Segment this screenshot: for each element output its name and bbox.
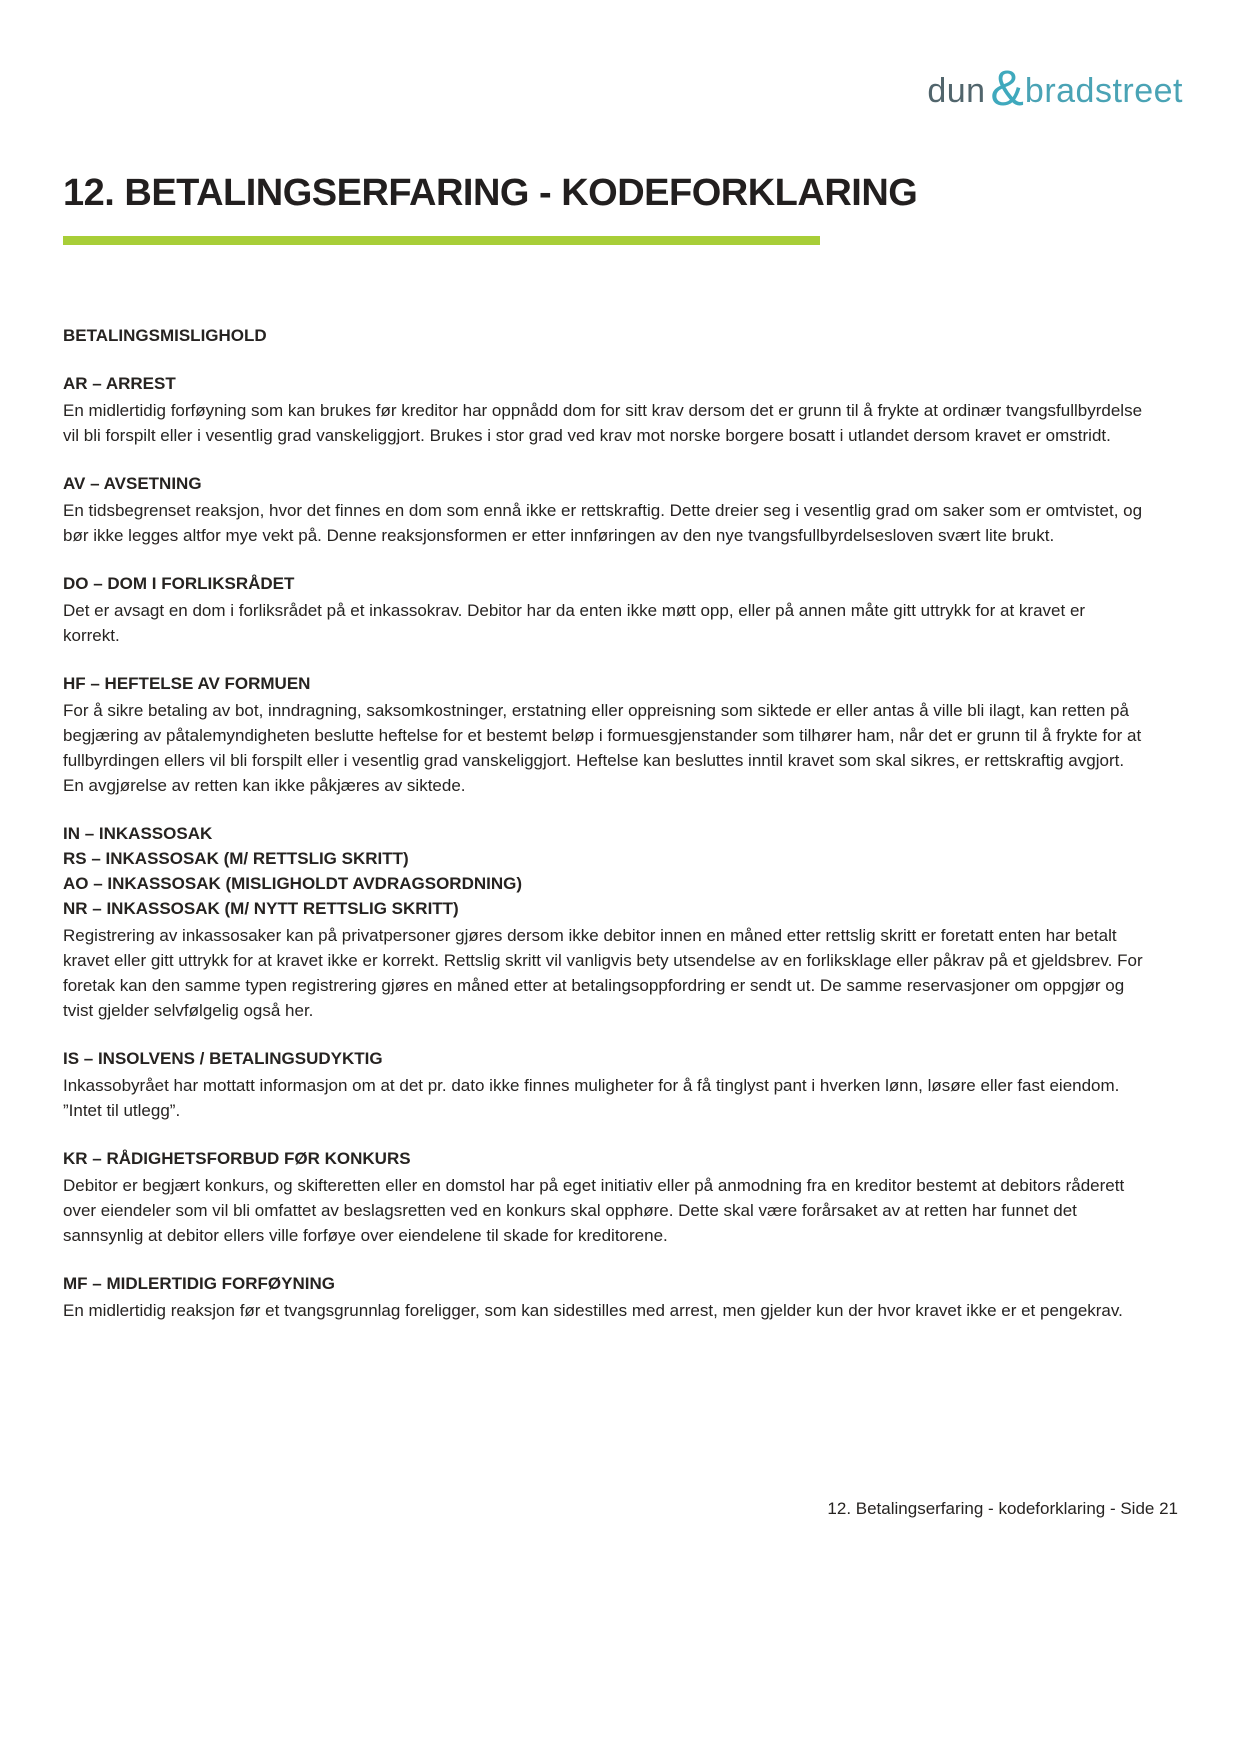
section-body: En midlertidig reaksjon før et tvangsgrunnlag foreligger, som kan sidestilles med arrest, men gjelder kun der hvor kravet ikke er et pengekrav. — [63, 1301, 1123, 1320]
section-body: En midlertidig forføyning som kan brukes før kreditor har oppnådd dom for sitt krav dersom det er grunn til å frykte at ordinær tvangsfullbyrdelse vil bli forspilt eller i vesentlig grad vanskeliggjort. Brukes i stor grad ved krav mot norske borgere bosatt i utlandet dersom kravet er omstridt. — [63, 401, 1143, 445]
section-body: Det er avsagt en dom i forliksrådet på et inkassokrav. Debitor har da enten ikke møtt opp, eller på annen måte gitt uttrykk for at kravet er korrekt. — [63, 601, 1086, 645]
logo-ampersand-icon: & — [990, 60, 1024, 116]
code-section — [63, 1146, 1180, 1248]
section-heading: NR – INKASSOSAK (M/ NYTT RETTSLIG SKRITT) — [63, 899, 459, 918]
section-heading: AR – ARREST — [63, 374, 176, 393]
code-section — [63, 471, 1180, 548]
title-accent-bar — [63, 236, 820, 245]
section-heading: IS – INSOLVENS / BETALINGSUDYKTIG — [63, 1049, 383, 1068]
section-heading: DO – DOM I FORLIKSRÅDET — [63, 574, 295, 593]
dun-bradstreet-logo — [927, 60, 1183, 116]
logo-text-dun: dun — [927, 72, 986, 110]
code-section — [63, 671, 1180, 798]
section-body: Registrering av inkassosaker kan på privatpersoner gjøres dersom ikke debitor innen en måned etter rettslig skritt er foretatt enten har betalt kravet eller gitt uttrykk for at kravet ikke er korrekt. Rettslig skritt vil vanligvis bety utsendelse av en forliksklage eller påkrav på et gjeldsbrev. For foretak kan den samme typen registrering gjøres en måned etter at betalingsoppfordring er sendt ut. De samme reservasjoner om oppgjør og tvist gjelder selvfølgelig også her. — [63, 926, 1143, 1020]
code-section — [63, 371, 1180, 448]
code-section — [63, 821, 1180, 1023]
sections-container — [63, 371, 1180, 1323]
section-heading: HF – HEFTELSE AV FORMUEN — [63, 674, 311, 693]
code-section — [63, 571, 1180, 648]
section-body: Debitor er begjært konkurs, og skifteretten eller en domstol har på eget initiativ eller på anmodning fra en kreditor bestemt at debitors råderett over eiendeler som vil bli omfattet av beslagsretten ved en konkurs skal opphøre. Dette skal være forårsaket av at retten har funnet det sannsynlig at debitor ellers ville forføye over eiendelene til skade for kreditorene. — [63, 1176, 1125, 1245]
section-header: BETALINGSMISLIGHOLD — [63, 326, 267, 345]
code-section — [63, 1271, 1180, 1323]
code-section — [63, 1046, 1180, 1123]
section-heading: AO – INKASSOSAK (MISLIGHOLDT AVDRAGSORDNING) — [63, 874, 523, 893]
page-title: 12. BETALINGSERFARING - KODEFORKLARING — [63, 172, 918, 214]
section-heading: KR – RÅDIGHETSFORBUD FØR KONKURS — [63, 1149, 411, 1168]
section-body: For å sikre betaling av bot, inndragning, saksomkostninger, erstatning eller oppreisning som siktede er eller antas å ville bli ilagt, kan retten på begjæring av påtalemyndigheten beslutte heftelse for et bestemt beløp i formuesgjenstander som tilhører ham, når det er grunn til å frykte for at fullbyrdingen ellers vil bli forspilt eller i vesentlig grad vanskeliggjort. Heftelse kan besluttes inntil kravet som skal sikres, er rettskraftig avgjort. En avgjørelse av retten kan ikke påkjæres av siktede. — [63, 701, 1142, 795]
section-body: Inkassobyrået har mottatt informasjon om at det pr. dato ikke finnes muligheter for å få tinglyst pant i hverken lønn, løsøre eller fast eiendom. ”Intet til utlegg”. — [63, 1076, 1120, 1120]
logo-text-bradstreet: bradstreet — [1024, 72, 1183, 110]
section-body: En tidsbegrenset reaksjon, hvor det finnes en dom som ennå ikke er rettskraftig. Dette dreier seg i vesentlig grad om saker som er omtvistet, og bør ikke legges altfor mye vekt på. Denne reaksjonsformen er etter innføringen av den nye tvangsfullbyrdelsesloven svært lite brukt. — [63, 501, 1143, 545]
section-heading: RS – INKASSOSAK (M/ RETTSLIG SKRITT) — [63, 849, 409, 868]
section-heading: MF – MIDLERTIDIG FORFØYNING — [63, 1274, 335, 1293]
section-heading: AV – AVSETNING — [63, 474, 202, 493]
page-footer: 12. Betalingserfaring - kodeforklaring - Side 21 — [827, 1499, 1178, 1518]
section-heading: IN – INKASSOSAK — [63, 824, 213, 843]
